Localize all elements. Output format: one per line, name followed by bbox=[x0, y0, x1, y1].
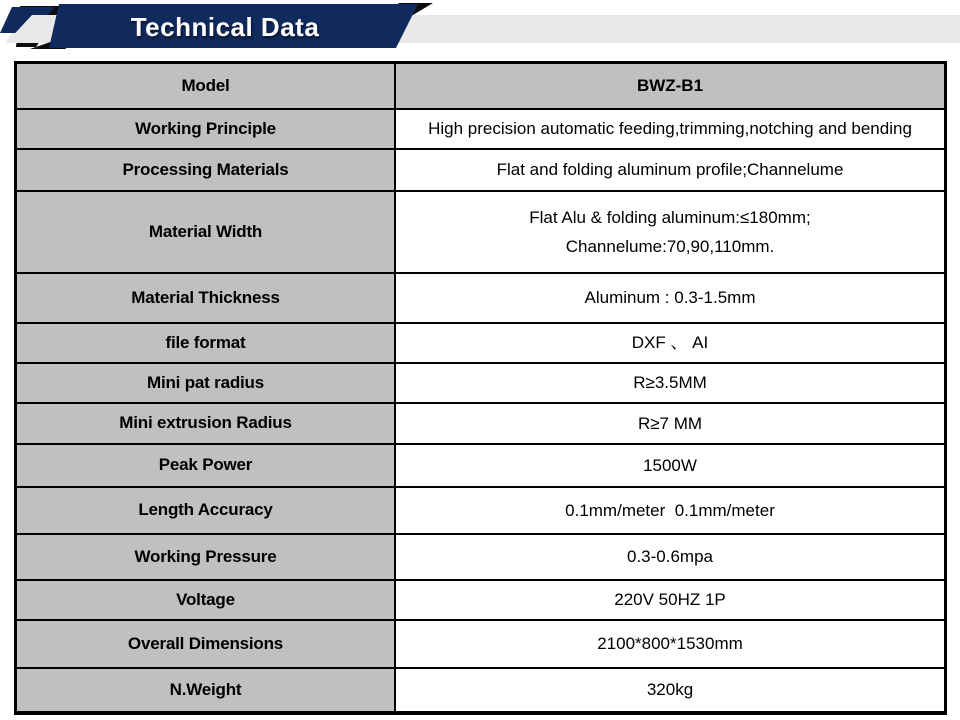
spec-label-cell: file format bbox=[16, 323, 396, 363]
spec-value-cell bbox=[395, 149, 946, 191]
table-row bbox=[16, 580, 946, 620]
spec-table-body bbox=[16, 63, 946, 713]
page-title: Technical Data bbox=[130, 12, 320, 42]
spec-label-cell: Length Accuracy bbox=[16, 487, 396, 534]
table-row bbox=[16, 668, 946, 713]
spec-value-line: Flat and folding aluminum profile;Channelume bbox=[496, 160, 844, 179]
spec-value-line: 220V 50HZ 1P bbox=[614, 590, 726, 609]
spec-value-line: 0.3-0.6mpa bbox=[627, 547, 713, 566]
spec-value-cell bbox=[395, 403, 946, 444]
spec-value-cell bbox=[395, 487, 946, 534]
spec-value-cell bbox=[395, 191, 946, 273]
table-row bbox=[16, 534, 946, 580]
table-row bbox=[16, 273, 946, 323]
spec-value-line: DXF 、 AI bbox=[631, 333, 709, 352]
spec-label-cell: Working Principle bbox=[16, 109, 396, 149]
spec-label-cell: Material Thickness bbox=[16, 273, 396, 323]
spec-label-cell: Model bbox=[16, 63, 396, 109]
spec-value-line: Flat Alu & folding aluminum:≤180mm; bbox=[529, 207, 811, 227]
spec-label-cell: Overall Dimensions bbox=[16, 620, 396, 668]
table-row bbox=[16, 149, 946, 191]
table-row bbox=[16, 323, 946, 363]
spec-value-line: 0.1mm/meter 0.1mm/meter bbox=[565, 500, 775, 520]
spec-label-cell: Working Pressure bbox=[16, 534, 396, 580]
spec-value-line: High precision automatic feeding,trimming,notching and bending bbox=[428, 119, 912, 138]
spec-value-cell bbox=[395, 620, 946, 668]
table-row bbox=[16, 363, 946, 403]
spec-value-cell bbox=[395, 580, 946, 620]
spec-label-cell: Processing Materials bbox=[16, 149, 396, 191]
table-row bbox=[16, 444, 946, 487]
spec-label-cell: Material Width bbox=[16, 191, 396, 273]
technical-data-table bbox=[14, 61, 947, 715]
header-banner bbox=[0, 0, 960, 58]
table-row bbox=[16, 403, 946, 444]
spec-value-cell bbox=[395, 668, 946, 713]
table-row bbox=[16, 63, 946, 109]
spec-value-line: 1500W bbox=[643, 455, 697, 475]
spec-value-line: BWZ-B1 bbox=[636, 76, 704, 96]
spec-value-cell bbox=[395, 323, 946, 363]
table-row bbox=[16, 620, 946, 668]
spec-value-cell bbox=[395, 444, 946, 487]
spec-value-cell bbox=[395, 109, 946, 149]
spec-label-cell: Voltage bbox=[16, 580, 396, 620]
spec-label-cell: Mini pat radius bbox=[16, 363, 396, 403]
spec-value-line: R≥3.5MM bbox=[633, 373, 707, 392]
spec-value-line: Aluminum : 0.3-1.5mm bbox=[584, 288, 756, 307]
spec-value-line: 320kg bbox=[646, 680, 694, 699]
spec-value-line: 2100*800*1530mm bbox=[597, 634, 743, 653]
spec-value-line: R≥7 MM bbox=[637, 413, 703, 433]
spec-label-cell: Mini extrusion Radius bbox=[16, 403, 396, 444]
spec-value-cell bbox=[395, 273, 946, 323]
spec-label-cell: Peak Power bbox=[16, 444, 396, 487]
table-row bbox=[16, 191, 946, 273]
table-row bbox=[16, 487, 946, 534]
spec-value-cell bbox=[395, 534, 946, 580]
spec-value-cell bbox=[395, 363, 946, 403]
spec-value-cell bbox=[395, 63, 946, 109]
spec-label-cell: N.Weight bbox=[16, 668, 396, 713]
table-row bbox=[16, 109, 946, 149]
spec-value-line: Channelume:70,90,110mm. bbox=[565, 236, 775, 256]
